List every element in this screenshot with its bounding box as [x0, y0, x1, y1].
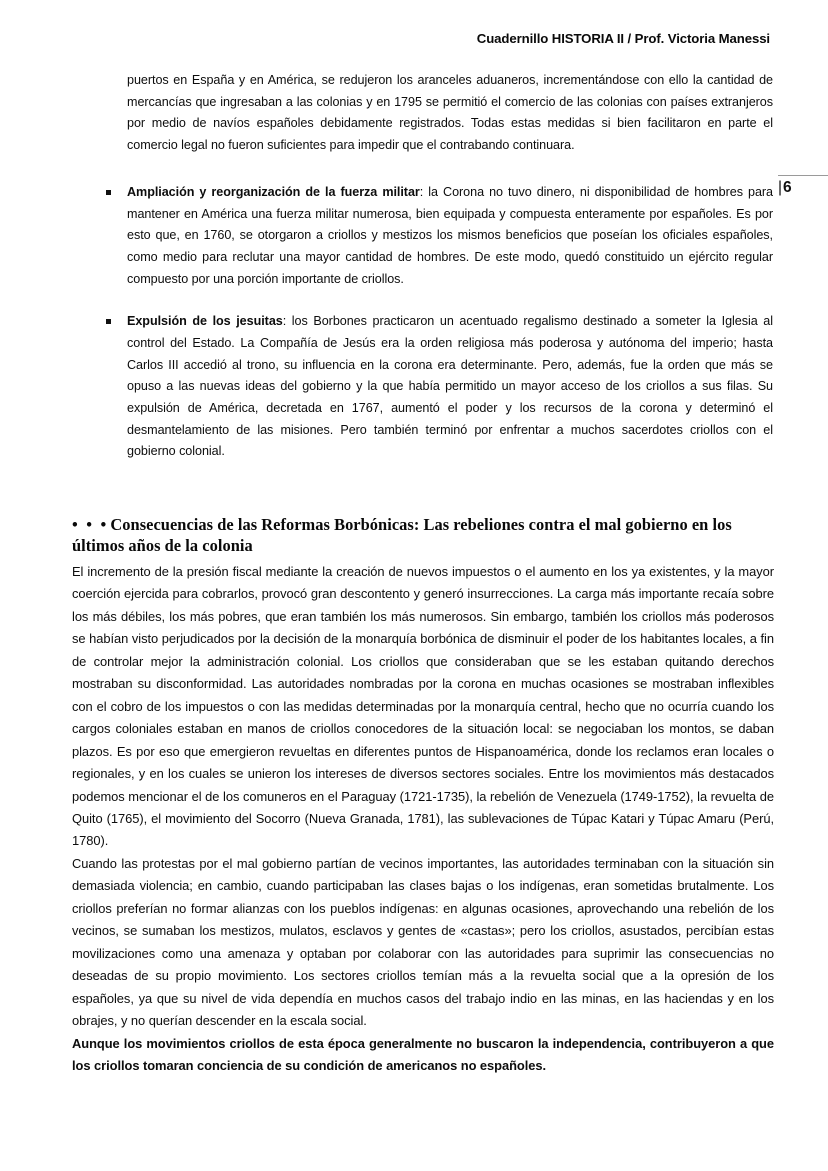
- list-item-text: : los Borbones practicaron un acentuado regalismo destinado a someter la Iglesia al control del Estado. La Compañía de Jesús era la orden religiosa más poderosa y autónoma del imperio; hasta Carlos III accedió al trono, su influencia en la corona era determinante. Pero, además, fue la orden que más se opuso a las nuevas ideas del gobierno y la que había permitido un mayor acceso de los criollos a sus filas. Su expulsión de América, decretada en 1767, aumentó el poder y los recursos de la corona y determinó el desmantelamiento de las misiones. Pero también terminó por enfrentar a muchos sacerdotes criollos con el gobierno colonial.: [127, 314, 773, 459]
- list-item-lead: Ampliación y reorganización de la fuerza militar: [127, 185, 420, 199]
- page-number-value: 6: [783, 179, 792, 196]
- list-item-lead: Expulsión de los jesuitas: [127, 314, 283, 329]
- square-bullet-icon: [106, 190, 111, 195]
- page-marker-bar: |: [778, 179, 783, 196]
- list-item-text: : la Corona no tuvo dinero, ni disponibilidad de hombres para mantener en América una fuerza militar numerosa, bien equipada y compuesta enteramente por españoles. Es por esto que, en 1760, se otorgaron a criollos y mestizos los mismos beneficios que poseían los oficiales españoles, como medio para reclutar una mayor cantidad de hombres. De este modo, quedó constituido un ejército regular compuesto por una porción importante de criollos.: [127, 185, 773, 286]
- section-closing-paragraph: Aunque los movimientos criollos de esta época generalmente no buscaron la independencia, contribuyeron a que los criollos tomaran conciencia de su condición de americanos no españoles.: [72, 1035, 774, 1073]
- section-heading-text: Consecuencias de las Reformas Borbónicas: Las rebeliones contra el mal gobierno en los últimos años de la colonia: [72, 514, 732, 555]
- page-number: [778, 180, 828, 196]
- section-body: [72, 561, 774, 1077]
- section-paragraph: Cuando las protestas por el mal gobierno partían de vecinos importantes, las autoridades terminaban con la situación sin demasiada violencia; en cambio, cuando participaban las clases bajas o los indígenas, eran sometidas brutalmente. Los criollos preferían no formar alianzas con los pueblos indígenas: en algunas ocasiones, aprovechando una rebelión de los vecinos, se sumaban los mestizos, mulatos, esclavos y gentes de «castas»; pero los criollos, asustados, percibían estas movilizaciones como una amenaza y optaban por colaborar con las autoridades para suprimir las consecuencias no deseadas de su propio movimiento. Los sectores criollos temían más a la revuelta social que a la opresión de los españoles, ya que su nivel de vida dependía en muchos casos del trabajo indio en las minas, en las haciendas y en los obrajes, y no querían descender en la escala social.: [72, 855, 774, 1029]
- heading-bullet-dots-icon: • • •: [72, 514, 109, 534]
- section-heading: [72, 514, 752, 557]
- section-paragraph: El incremento de la presión fiscal mediante la creación de nuevos impuestos o el aumento en los ya existentes, y la mayor coerción ejercida para cobrarlos, provocó gran descontento y generó insurrecciones. La carga más importante recaía sobre los más débiles, los más pobres, que eran también los más numerosos. Sin embargo, también los criollos más poderosos se habían visto perjudicados por la decisión de la monarquía borbónica de disminuir el poder de los habitantes locales, a fin de controlar mejor la administración colonial. Los criollos que consideraban que se les estaban quitando derechos mostraban su disconformidad. Las autoridades nombradas por la corona en muchas ocasiones se mostraban inflexibles con el cobro de los impuestos o con las medidas determinadas por la monarquía central, hecho que no ocurría cuando los cargos coloniales estaban en manos de criollos conocedores de la situación local: se negociaban los montos, se daban plazos. Es por eso que emergieron revueltas en diferentes puntos de Hispanoamérica, donde los reclamos eran locales o regionales, y en los cuales se unieron los intereses de diversos sectores sociales. Entre los movimientos más destacados podemos mencionar el de los comuneros en el Paraguay (1721-1735), la rebelión de Venezuela (1749-1752), la revuelta de Quito (1765), el movimiento del Socorro (Nueva Granada, 1781), las sublevaciones de Túpac Katari y Túpac Amaru (Perú, 1780).: [72, 564, 774, 849]
- list-item: [104, 182, 773, 290]
- document-header: [0, 30, 828, 48]
- header-title: Cuadernillo HISTORIA II / Prof. Victoria Manessi: [476, 31, 770, 46]
- square-bullet-icon: [106, 319, 111, 324]
- reform-bullet-list: [104, 182, 773, 463]
- page-marker-divider: [778, 175, 828, 176]
- page-number-marker: [778, 175, 828, 196]
- continued-paragraph-block: [127, 70, 773, 157]
- list-item: [104, 311, 773, 463]
- continued-paragraph: puertos en España y en América, se redujeron los aranceles aduaneros, incrementándose con ello la cantidad de mercancías que ingresaban a las colonias y en 1795 se permitió el comercio de las colonias con países extranjeros por medio de navíos españoles debidamente registrados. Todas estas medidas si bien facilitaron en parte el comercio legal no fueron suficientes para impedir que el contrabando continuara.: [127, 73, 773, 152]
